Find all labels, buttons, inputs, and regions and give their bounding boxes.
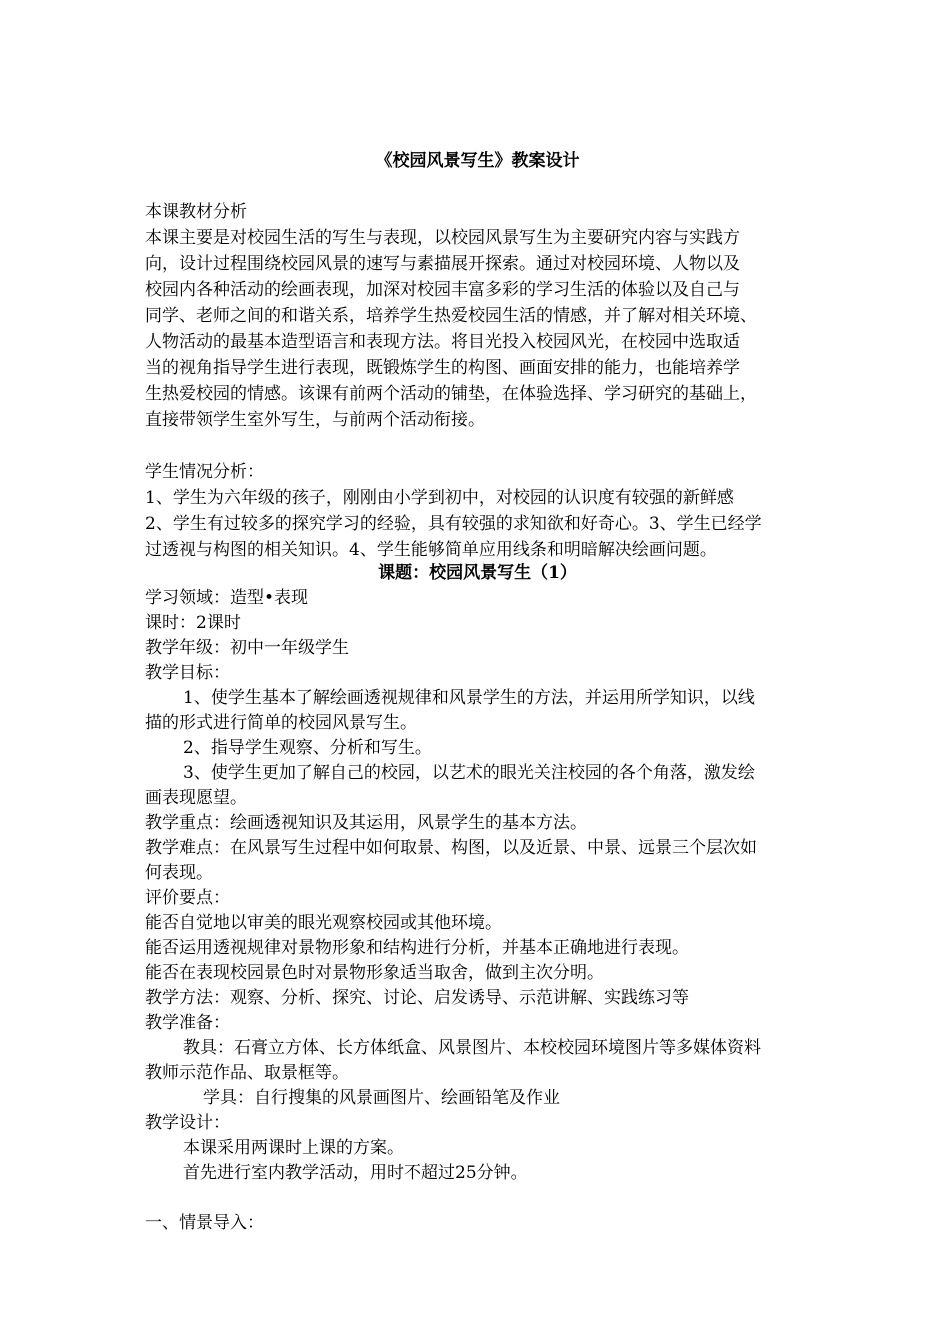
learning-field: 学习领域：造型•表现 [145,588,309,608]
analysis-line: 校园内各种活动的绘画表现，加深对校园丰富多彩的学习生活的体验以及自己与 [145,280,740,300]
analysis-line: 人物活动的最基本造型语言和表现方法。将目光投入校园风光，在校园中选取适 [145,332,740,352]
difficulty: 教学难点：在风景写生过程中如何取景、构图，以及近景、中景、远景三个层次如 [145,838,757,858]
difficulty-cont: 何表现。 [145,863,213,883]
goal-item-cont: 画表现愿望。 [145,788,247,808]
teaching-methods: 教学方法：观察、分析、探究、讨论、启发诱导、示范讲解、实践练习等 [145,988,689,1008]
teacher-materials-cont: 教师示范作品、取景框等。 [145,1063,349,1083]
analysis-line: 直接带领学生室外写生，与前两个活动衔接。 [145,410,485,430]
evaluation-item: 能否运用透视规律对景物形象和结构进行分析，并基本正确地进行表现。 [145,938,689,958]
evaluation-heading: 评价要点： [145,888,230,908]
students-heading: 学生情况分析： [145,462,264,482]
goal-item: 1、使学生基本了解绘画透视规律和风景学生的方法，并运用所学知识，以线 [183,688,755,708]
goals-heading: 教学目标： [145,663,230,683]
students-line: 1、学生为六年级的孩子，刚刚由小学到初中，对校园的认识度有较强的新鲜感 [145,488,734,508]
evaluation-item: 能否自觉地以审美的眼光观察校园或其他环境。 [145,913,502,933]
analysis-line: 同学、老师之间的和谐关系，培养学生热爱校园生活的情感，并了解对相关环境、 [145,306,757,326]
goal-item-cont: 描的形式进行简单的校园风景写生。 [145,713,417,733]
analysis-line: 向，设计过程围绕校园风景的速写与素描展开探索。通过对校园环境、人物以及 [145,254,740,274]
teaching-grade: 教学年级：初中一年级学生 [145,638,349,658]
student-materials: 学具：自行搜集的风景画图片、绘画铅笔及作业 [203,1088,560,1108]
goal-item: 3、使学生更加了解自己的校园，以艺术的眼光关注校园的各个角落，激发绘 [183,763,755,783]
teacher-materials: 教具：石膏立方体、长方体纸盒、风景图片、本校校园环境图片等多媒体资料 [183,1038,761,1058]
analysis-line: 本课主要是对校园生活的写生与表现，以校园风景写生为主要研究内容与实践方 [145,228,740,248]
analysis-line: 当的视角指导学生进行表现，既锻炼学生的构图、画面安排的能力，也能培养学 [145,358,740,378]
intro-heading: 一、情景导入： [145,1213,264,1233]
design-item: 首先进行室内教学活动，用时不超过25分钟。 [183,1163,528,1183]
design-heading: 教学设计： [145,1113,230,1133]
document-title: 《校园风景写生》教案设计 [375,151,580,171]
goal-item: 2、指导学生观察、分析和写生。 [183,738,432,758]
analysis-line: 生热爱校园的情感。该课有前两个活动的铺垫，在体验选择、学习研究的基础上， [145,384,757,404]
design-item: 本课采用两课时上课的方案。 [183,1138,404,1158]
analysis-heading: 本课教材分析 [145,202,247,222]
students-line: 2、学生有过较多的探究学习的经验，具有较强的求知欲和好奇心。3、学生已经学 [145,514,762,534]
students-line: 过透视与构图的相关知识。4、学生能够简单应用线条和明暗解决绘画问题。 [145,540,717,560]
class-hours: 课时：2课时 [145,613,241,633]
evaluation-item: 能否在表现校园景色时对景物形象适当取舍，做到主次分明。 [145,963,604,983]
preparation-heading: 教学准备： [145,1013,230,1033]
lesson-subtitle: 课题：校园风景写生（1） [378,563,577,583]
key-point: 教学重点：绘画透视知识及其运用，风景学生的基本方法。 [145,813,587,833]
